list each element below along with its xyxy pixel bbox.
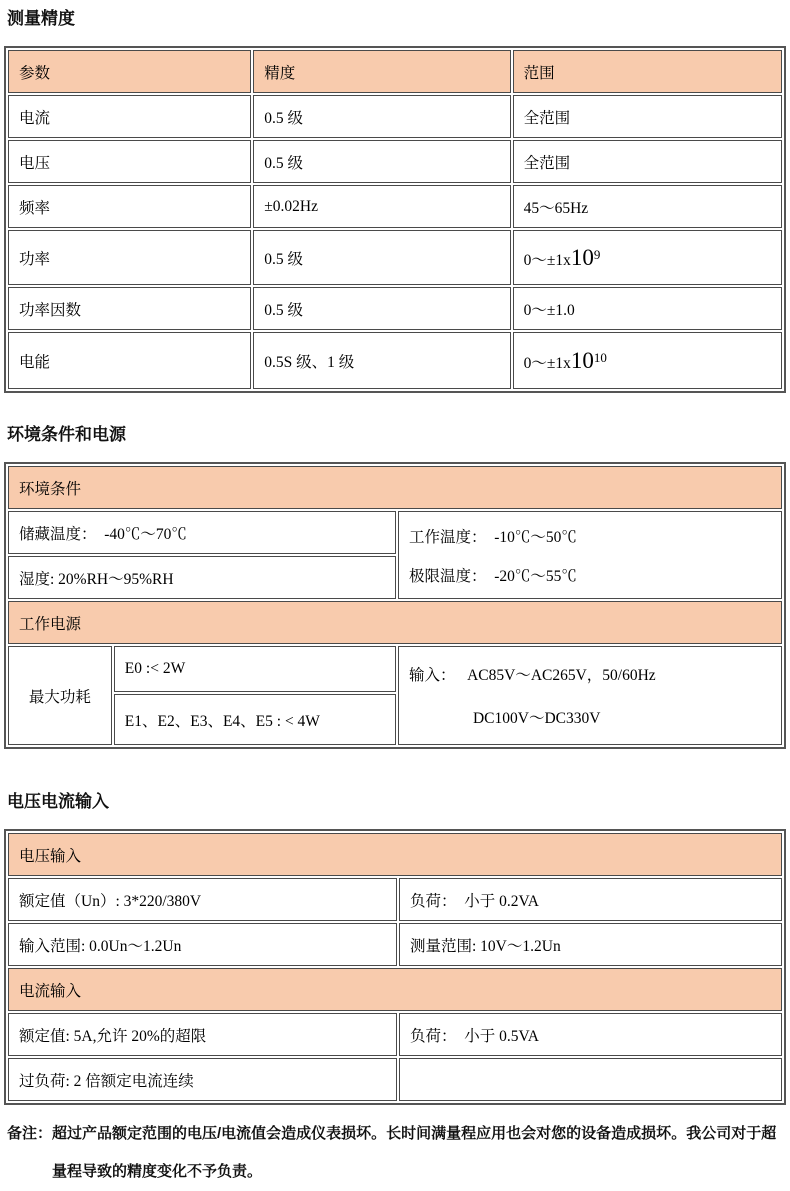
measure-range-cell <box>399 923 782 966</box>
range-cell <box>513 95 782 138</box>
table-row-power-factor <box>8 287 782 330</box>
accuracy-cell <box>253 185 510 228</box>
input-lines <box>409 653 777 739</box>
section-title-measurement-accuracy: 测量精度 <box>7 9 75 28</box>
cell-text: 最大功耗 <box>28 688 91 706</box>
measurement-accuracy-table <box>4 46 786 393</box>
cell-text: 负荷： 小于 0.5VA <box>410 1027 539 1045</box>
e1-e5-consumption-cell <box>114 694 396 745</box>
cell-text: 负荷： 小于 0.2VA <box>410 892 539 910</box>
section-title-environment-power: 环境条件和电源 <box>7 425 126 444</box>
range-cell <box>513 185 782 228</box>
cell-text: E1、E2、E3、E4、E5 : < 4W <box>124 712 320 730</box>
header-label: 参数 <box>19 64 51 82</box>
range-cell <box>513 287 782 330</box>
accuracy-cell <box>253 140 510 183</box>
table-row-power <box>8 230 782 285</box>
range-cell <box>513 140 782 183</box>
footnote-text: 超过产品额定范围的电压/电流值会造成仪表损坏。长时间满量程应用也会对您的设备造成损坏。我公司对于超量程导致的精度变化不予负责。 <box>52 1125 777 1180</box>
cell-text: 45～65Hz <box>523 199 589 217</box>
e0-consumption-cell <box>114 646 396 692</box>
table-row-rated-voltage <box>8 878 782 921</box>
range-base-ten: 10 <box>570 244 594 270</box>
cell-text: 额定值（Un）: 3*220/380V <box>19 892 202 910</box>
cell-text: 储藏温度： -40℃～70℃ <box>19 525 187 543</box>
work-temp-text: 工作温度： -10℃～50℃ <box>408 528 577 546</box>
temp-lines <box>409 516 777 594</box>
range-base-ten: 10 <box>570 347 594 373</box>
cell-text: 额定值: 5A,允许 20%的超限 <box>19 1027 207 1045</box>
table-row-rated-current <box>8 1013 782 1056</box>
column-header-parameter <box>8 50 251 93</box>
accuracy-cell <box>253 332 510 389</box>
param-cell <box>8 185 251 228</box>
column-header-range <box>513 50 782 93</box>
section-title-voltage-current-input: 电压电流输入 <box>7 792 109 811</box>
cell-text: 0～±1x <box>523 251 571 269</box>
working-power-header-row <box>8 601 782 644</box>
table-row-current <box>8 95 782 138</box>
accuracy-cell <box>253 230 510 285</box>
storage-temp-cell <box>8 511 396 554</box>
table-row-storage-temp <box>8 511 782 554</box>
cell-text: 输入范围: 0.0Un～1.2Un <box>19 937 182 955</box>
cell-text: 0～±1x <box>523 354 571 372</box>
empty-cell <box>399 1058 782 1101</box>
cell-text: 0.5S 级、1 级 <box>264 353 355 371</box>
table-row-power-consumption-1 <box>8 646 782 692</box>
range-exponent: 9 <box>593 246 601 262</box>
cell-text: 0.5 级 <box>264 154 304 172</box>
cell-text: 电能 <box>19 353 51 371</box>
cell-text: 功率 <box>19 250 51 268</box>
cell-text: 0～±1.0 <box>523 301 575 319</box>
param-cell <box>8 140 251 183</box>
cell-text: ±0.02Hz <box>264 197 318 215</box>
cell-text: 频率 <box>19 199 51 217</box>
param-cell <box>8 95 251 138</box>
input-range-cell <box>8 923 397 966</box>
max-power-label-cell <box>8 646 112 745</box>
rated-voltage-cell <box>8 878 397 921</box>
environment-power-table <box>4 462 786 749</box>
accuracy-cell <box>253 287 510 330</box>
env-conditions-header <box>8 466 782 509</box>
overload-cell <box>8 1058 397 1101</box>
rated-current-cell <box>8 1013 397 1056</box>
param-cell <box>8 230 251 285</box>
env-conditions-header-row <box>8 466 782 509</box>
table-row-input-range <box>8 923 782 966</box>
voltage-current-input-table <box>4 829 786 1105</box>
table-row-overload <box>8 1058 782 1101</box>
footnote <box>7 1115 790 1191</box>
cell-text: 0.5 级 <box>264 250 304 268</box>
work-limit-temp-cell <box>398 511 782 599</box>
accuracy-cell <box>253 95 510 138</box>
input-ac-text: 输入： AC85V～AC265V，50/60Hz <box>408 667 656 684</box>
spec-document <box>4 8 786 1191</box>
input-dc-text: DC100V～DC330V <box>472 710 601 727</box>
range-exponent: 10 <box>593 349 607 365</box>
power-input-cell <box>398 646 782 745</box>
table-header-row <box>8 50 782 93</box>
table-row-energy <box>8 332 782 389</box>
cell-text: 全范围 <box>523 154 571 172</box>
voltage-input-header <box>8 833 782 876</box>
footnote-label: 备注： <box>7 1125 53 1142</box>
range-cell <box>513 230 782 285</box>
range-cell <box>513 332 782 389</box>
header-label: 电流输入 <box>19 982 82 1000</box>
table-row-frequency <box>8 185 782 228</box>
limit-temp-text: 极限温度： -20℃～55℃ <box>408 567 577 585</box>
cell-text: 测量范围: 10V～1.2Un <box>410 937 561 955</box>
cell-text: 电流 <box>19 109 51 127</box>
voltage-input-header-row <box>8 833 782 876</box>
table-row-voltage <box>8 140 782 183</box>
cell-text: 0.5 级 <box>264 301 304 319</box>
param-cell <box>8 332 251 389</box>
param-cell <box>8 287 251 330</box>
cell-text: 过负荷: 2 倍额定电流连续 <box>19 1072 194 1090</box>
cell-text: E0 :< 2W <box>124 660 186 677</box>
header-label: 工作电源 <box>19 615 82 633</box>
humidity-cell <box>8 556 396 599</box>
current-burden-cell <box>399 1013 782 1056</box>
cell-text: 0.5 级 <box>264 109 304 127</box>
header-label: 范围 <box>523 64 555 82</box>
voltage-burden-cell <box>399 878 782 921</box>
column-header-accuracy <box>253 50 510 93</box>
cell-text: 全范围 <box>523 109 571 127</box>
header-label: 精度 <box>264 64 296 82</box>
cell-text: 电压 <box>19 154 51 172</box>
cell-text: 功率因数 <box>19 301 82 319</box>
cell-text: 湿度: 20%RH～95%RH <box>19 570 174 588</box>
current-input-header-row <box>8 968 782 1011</box>
current-input-header <box>8 968 782 1011</box>
working-power-header <box>8 601 782 644</box>
header-label: 环境条件 <box>19 480 82 498</box>
header-label: 电压输入 <box>19 847 82 865</box>
